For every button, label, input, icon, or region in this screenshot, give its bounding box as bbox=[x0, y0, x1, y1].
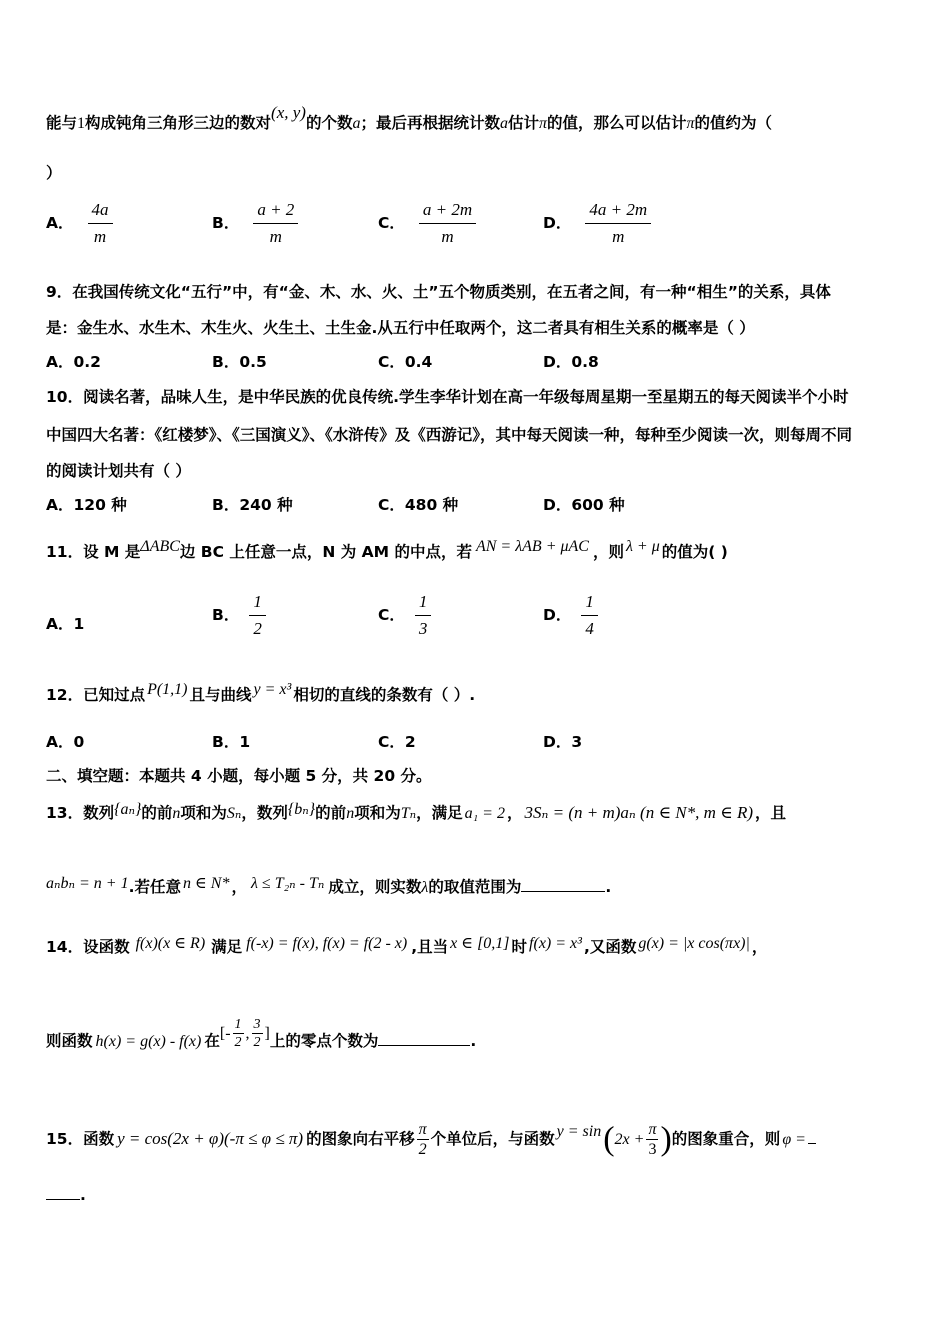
q12-option-a: A．0 bbox=[46, 733, 85, 751]
q14-text-1: 14．设函数 bbox=[46, 938, 130, 956]
option-label: A． bbox=[46, 214, 74, 232]
fraction: $\frac{a + 2}{m}$ bbox=[253, 198, 298, 249]
q14-text-6: ， bbox=[751, 938, 768, 956]
option-label: B． bbox=[212, 214, 240, 232]
q12-stem bbox=[46, 681, 476, 707]
q8-var-a: a bbox=[352, 115, 361, 132]
q13-answer-blank[interactable] bbox=[521, 877, 605, 892]
q15-answer-blank-1[interactable] bbox=[808, 1129, 816, 1144]
q15-end: . bbox=[80, 1186, 86, 1204]
q8-text-b: 构成钝角三角形三边的数对 bbox=[85, 114, 272, 132]
q10-line-1: 10．阅读名著，品味人生，是中华民族的优良传统.学生李华计划在高一年级每周星期一至星期五的每天阅读半个小时 bbox=[46, 388, 849, 406]
q14-interval-right-fraction: $\frac{3}{2}$ bbox=[253, 1017, 261, 1050]
section-2-heading: 二、填空题：本题共 4 小题，每小题 5 分，共 20 分。 bbox=[46, 767, 432, 785]
q11-vector-eq: AN = λAB + μAC bbox=[475, 538, 589, 555]
q8-text-d: ；最后再根据统计数 bbox=[360, 114, 500, 132]
q14-g-def: g(x) = |x cos(πx)| bbox=[638, 935, 750, 952]
q8-pi: π bbox=[539, 115, 548, 132]
q15-left-paren: ( bbox=[603, 1120, 615, 1158]
q10-option-a: A．120 种 bbox=[46, 496, 127, 514]
q11-stem bbox=[46, 538, 728, 564]
q14-text-2: 满足 bbox=[211, 938, 243, 956]
q14-text-5: ,又函数 bbox=[583, 938, 637, 956]
q15-text-4: 的图象重合，则 bbox=[671, 1130, 781, 1148]
q10-option-c: C．480 种 bbox=[378, 496, 459, 514]
q8-one: 1 bbox=[77, 115, 86, 132]
q13-end: . bbox=[605, 878, 612, 896]
q13-n-in-N: n ∈ N* bbox=[182, 875, 230, 892]
option-label: C． bbox=[378, 214, 405, 232]
q8-var-a-2: a bbox=[499, 115, 508, 132]
q8-close-paren: ） bbox=[46, 164, 62, 182]
q10-line-2: 中国四大名著：《红楼梦》、《三国演义》、《水浒传》及《西游记》，其中每天阅读一种，每种至少阅读一次，则每周不同 bbox=[46, 426, 853, 444]
q14-interval-comma: , bbox=[245, 1025, 250, 1042]
q13-inequality: λ ≤ T₂ₙ - Tₙ bbox=[250, 875, 325, 892]
q12-curve: y = x³ bbox=[253, 681, 292, 698]
q13-text-9: ，且 bbox=[755, 804, 787, 822]
q15-text-2: 的图象向右平移 bbox=[306, 1130, 415, 1148]
q12-option-d: D．3 bbox=[543, 733, 583, 751]
q11-text-3: ，则 bbox=[592, 543, 624, 561]
q13-seq-b: {bₙ} bbox=[287, 801, 316, 818]
q13-lambda: λ bbox=[421, 879, 429, 896]
q13-Sn: Sₙ bbox=[226, 805, 242, 822]
q13-n-2: n bbox=[346, 805, 355, 822]
q8-pair: (x, y) bbox=[271, 103, 306, 122]
q14-f-def: f(x)(x ∈ R) bbox=[135, 935, 206, 952]
q9-line-2: 是：金生水、水生木、木生火、火生土、土生金.从五行中任取两个，这二者具有相生关系的概率是（ ） bbox=[46, 319, 755, 337]
q8-option-b bbox=[212, 198, 298, 249]
q11-triangle: ΔABC bbox=[140, 538, 180, 555]
fraction: $\frac{4a}{m}$ bbox=[88, 198, 113, 249]
q9-option-d: D．0.8 bbox=[543, 353, 599, 371]
q9-option-a: A．0.2 bbox=[46, 353, 101, 371]
q11-option-d bbox=[543, 590, 598, 641]
q10-option-d: D．600 种 bbox=[543, 496, 625, 514]
q13-text-12: 成立，则实数 bbox=[328, 878, 422, 896]
option-label: C． bbox=[378, 606, 405, 624]
q11-option-c bbox=[378, 590, 431, 641]
q8-text-c: 的个数 bbox=[305, 114, 353, 132]
q13-text-7: ，满足 bbox=[416, 804, 463, 822]
q15-function-1: y = cos(2x + φ)(-π ≤ φ ≤ π) bbox=[117, 1129, 304, 1148]
q8-text-a: 能与 bbox=[46, 114, 78, 132]
q13-relation: 3Sₙ = (n + m)aₙ (n ∈ N*, m ∈ R) bbox=[524, 803, 754, 822]
q13-relation-2: aₙbₙ = n + 1 bbox=[46, 875, 129, 892]
q8-option-a bbox=[46, 198, 113, 249]
q14-end: . bbox=[470, 1032, 477, 1050]
q8-text-f: 的值，那么可以估计 bbox=[547, 114, 687, 132]
q15-answer-blank-2[interactable] bbox=[46, 1185, 80, 1200]
q11-text-4: 的值为( ) bbox=[661, 543, 728, 561]
q14-text-7: 则函数 bbox=[46, 1032, 93, 1050]
q15-arg-fraction: $\frac{\pi}{3}$ bbox=[648, 1121, 657, 1158]
q14-text-3: ,且当 bbox=[411, 938, 449, 956]
q14-line-1 bbox=[46, 936, 767, 959]
q13-text-10: .若任意 bbox=[128, 878, 181, 896]
q13-line-1 bbox=[46, 802, 786, 825]
q15-line-2 bbox=[46, 1184, 86, 1206]
q13-a1: a₁ = 2 bbox=[464, 805, 505, 822]
q8-option-d bbox=[543, 198, 651, 249]
q14-interval-open: [- bbox=[219, 1025, 231, 1042]
q11-sum: λ + μ bbox=[626, 538, 660, 555]
q14-f-value: f(x) = x³ bbox=[529, 935, 582, 952]
fraction: $\frac{1}{3}$ bbox=[415, 590, 432, 641]
option-label: D． bbox=[543, 606, 572, 624]
q14-text-8: 在 bbox=[204, 1032, 220, 1050]
q13-text-3: 项和为 bbox=[180, 804, 227, 822]
q11-text-1: 11．设 M 是 bbox=[46, 543, 141, 561]
q15-line-1 bbox=[46, 1120, 816, 1159]
q13-seq-a: {aₙ} bbox=[114, 801, 142, 818]
q12-text-1: 12．已知过点 bbox=[46, 686, 146, 704]
q8-continuation-line bbox=[46, 103, 773, 135]
q15-text-1: 15．函数 bbox=[46, 1130, 115, 1148]
q14-line-2 bbox=[46, 1017, 477, 1059]
q13-n: n bbox=[172, 805, 181, 822]
q9-option-c: C．0.4 bbox=[378, 353, 433, 371]
q15-text-3: 个单位后，与函数 bbox=[430, 1130, 555, 1148]
q14-text-9: 上的零点个数为 bbox=[269, 1032, 379, 1050]
q14-answer-blank[interactable] bbox=[378, 1031, 470, 1046]
q12-option-b: B．1 bbox=[212, 733, 251, 751]
q13-text-13: 的取值范围为 bbox=[428, 878, 522, 896]
q14-conditions: f(-x) = f(x), f(x) = f(2 - x) bbox=[246, 935, 408, 952]
q14-domain: x ∈ [0,1] bbox=[450, 935, 510, 952]
q9-option-b: B．0.5 bbox=[212, 353, 267, 371]
q15-function-2-name: y = sin bbox=[556, 1123, 602, 1140]
q9-line-1: 9．在我国传统文化“五行”中，有“金、木、水、火、土”五个物质类别，在五者之间，有一种“相生”的关系，具体 bbox=[46, 283, 831, 301]
q12-text-3: 相切的直线的条数有（ ）. bbox=[293, 686, 476, 704]
q15-function-2-arg: 2x + bbox=[614, 1131, 645, 1148]
q13-text-1: 13．数列 bbox=[46, 804, 115, 822]
q8-option-c bbox=[378, 198, 476, 249]
q14-text-4: 时 bbox=[511, 938, 528, 956]
q11-option-b bbox=[212, 590, 266, 641]
q13-text-2: 的前 bbox=[141, 804, 173, 822]
fraction: $\frac{a + 2m}{m}$ bbox=[419, 198, 476, 249]
q13-Tn: Tₙ bbox=[400, 805, 417, 822]
q10-line-3: 的阅读计划共有（ ） bbox=[46, 462, 191, 480]
q14-interval-left-fraction: $\frac{1}{2}$ bbox=[234, 1017, 242, 1050]
q14-interval-close: ] bbox=[264, 1025, 270, 1042]
fraction: $\frac{4a + 2m}{m}$ bbox=[585, 198, 651, 249]
q13-text-11: ， bbox=[231, 878, 247, 896]
q13-text-5: 的前 bbox=[315, 804, 347, 822]
option-label: B． bbox=[212, 606, 240, 624]
q13-text-8: ， bbox=[506, 804, 523, 822]
q10-option-b: B．240 种 bbox=[212, 496, 293, 514]
q15-right-paren: ) bbox=[660, 1120, 672, 1158]
q8-text-g: 的值约为（ bbox=[694, 114, 773, 132]
fraction: $\frac{1}{4}$ bbox=[581, 590, 598, 641]
q13-line-2 bbox=[46, 876, 611, 899]
q8-pi-2: π bbox=[686, 115, 695, 132]
q15-shift-fraction: $\frac{\pi}{2}$ bbox=[418, 1121, 427, 1158]
option-label: D． bbox=[543, 214, 572, 232]
q12-text-2: 且与曲线 bbox=[189, 686, 252, 704]
fraction: $\frac{1}{2}$ bbox=[249, 590, 266, 641]
q15-phi: φ = bbox=[782, 1131, 806, 1148]
q13-text-4: ，数列 bbox=[241, 804, 288, 822]
q11-option-a: A．1 bbox=[46, 615, 85, 633]
q13-text-6: 项和为 bbox=[354, 804, 401, 822]
q8-text-e: 估计 bbox=[507, 114, 539, 132]
q12-option-c: C．2 bbox=[378, 733, 416, 751]
q11-text-2: 边 BC 上任意一点，N 为 AM 的中点，若 bbox=[179, 543, 472, 561]
q14-h-def: h(x) = g(x) - f(x) bbox=[95, 1033, 202, 1050]
q12-point: P(1,1) bbox=[147, 681, 188, 698]
